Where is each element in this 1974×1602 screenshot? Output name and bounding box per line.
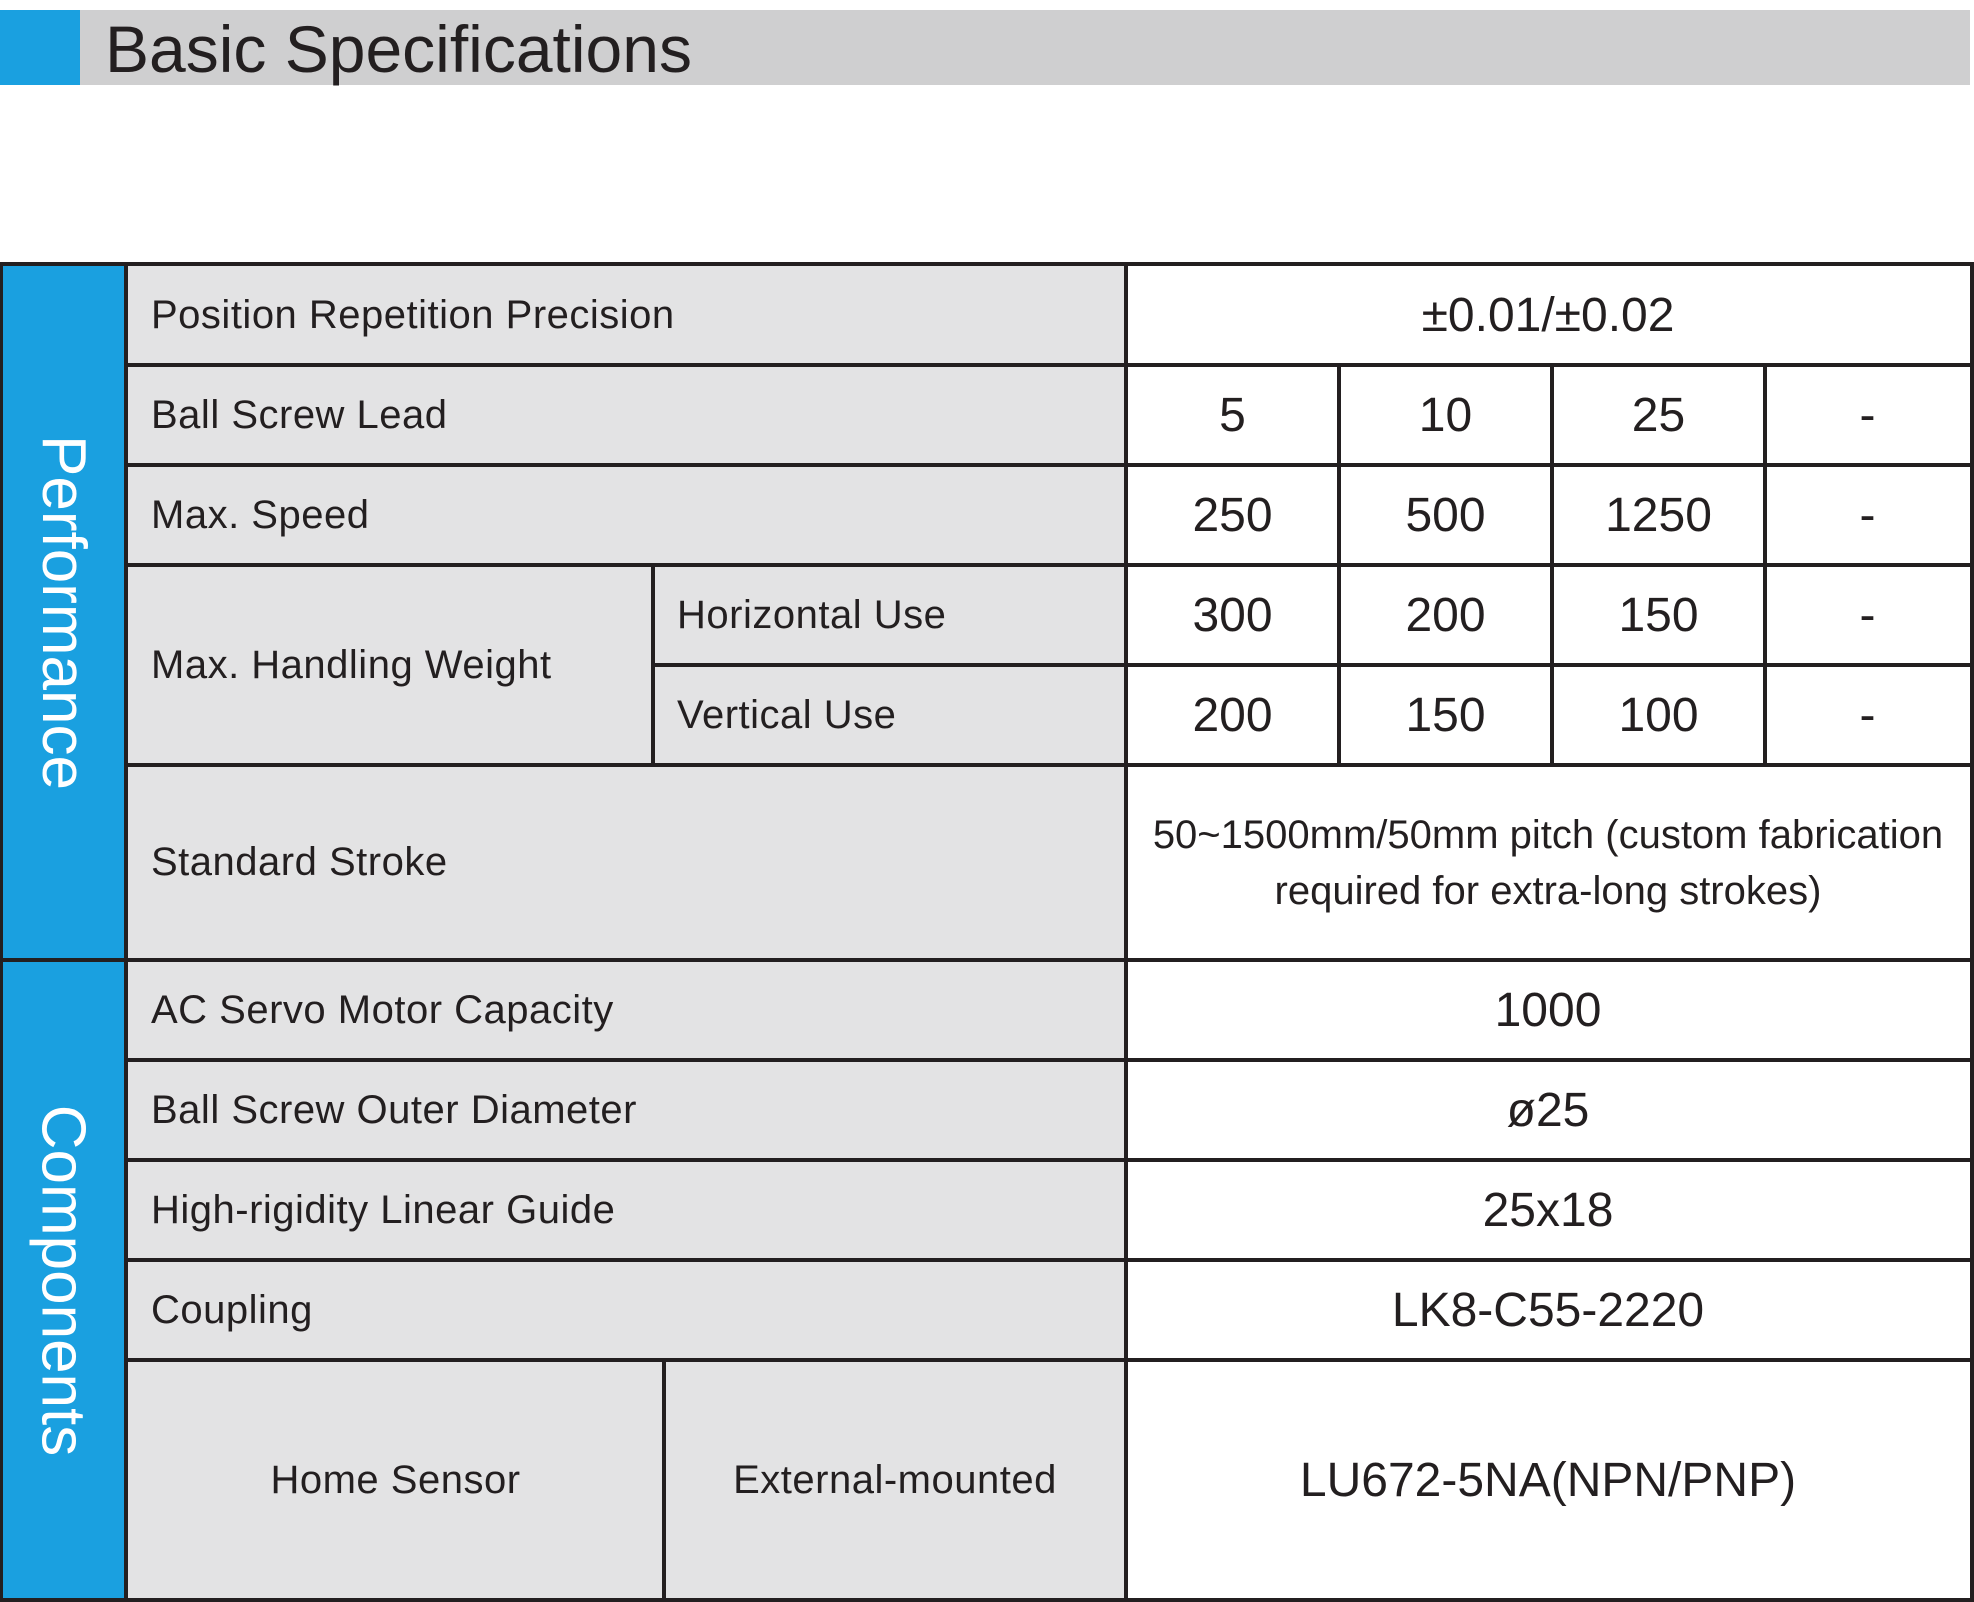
row-line-1 [124, 363, 1974, 367]
value-speed-3: 1250 [1552, 465, 1765, 565]
label-home-sensor: Home Sensor [127, 1360, 664, 1600]
value-linear-guide: 25x18 [1126, 1160, 1970, 1260]
label-ac-servo-motor: AC Servo Motor Capacity [127, 960, 1126, 1060]
label-linear-guide: High-rigidity Linear Guide [127, 1160, 1126, 1260]
value-horizontal-1: 300 [1126, 565, 1339, 665]
section-performance-label: Performance [28, 435, 98, 790]
row-line-7 [124, 1058, 1974, 1062]
value-vertical-2: 150 [1339, 665, 1552, 765]
label-home-sensor-mount: External-mounted [664, 1360, 1126, 1600]
section-components [2, 960, 124, 1600]
row-line-2 [124, 463, 1974, 467]
label-ball-screw-diameter: Ball Screw Outer Diameter [127, 1060, 1126, 1160]
section-performance [2, 265, 124, 960]
value-home-sensor: LU672-5NA(NPN/PNP) [1126, 1360, 1970, 1600]
value-horizontal-4: - [1765, 565, 1970, 665]
value-speed-4: - [1765, 465, 1970, 565]
border-top [0, 262, 1974, 266]
label-max-handling-weight: Max. Handling Weight [127, 565, 653, 765]
value-ball-screw-diameter: ø25 [1126, 1060, 1970, 1160]
label-standard-stroke: Standard Stroke [127, 765, 1126, 960]
row-line-4 [651, 663, 1974, 667]
value-horizontal-2: 200 [1339, 565, 1552, 665]
row-line-10 [124, 1358, 1974, 1362]
value-ac-servo-motor: 1000 [1126, 960, 1970, 1060]
value-coupling: LK8-C55-2220 [1126, 1260, 1970, 1360]
value-lead-3: 25 [1552, 365, 1765, 465]
value-speed-2: 500 [1339, 465, 1552, 565]
section-components-label: Components [28, 1104, 98, 1456]
page-title: Basic Specifications [105, 12, 692, 86]
label-max-speed: Max. Speed [127, 465, 1126, 565]
row-line-9 [124, 1258, 1974, 1262]
value-vertical-3: 100 [1552, 665, 1765, 765]
label-position-precision: Position Repetition Precision [127, 265, 1126, 365]
label-ball-screw-lead: Ball Screw Lead [127, 365, 1126, 465]
divider-home-sensor [662, 1358, 666, 1602]
value-position-precision: ±0.01/±0.02 [1126, 265, 1970, 365]
row-line-5 [124, 763, 1974, 767]
value-speed-1: 250 [1126, 465, 1339, 565]
label-coupling: Coupling [127, 1260, 1126, 1360]
border-left [0, 262, 3, 1602]
value-horizontal-3: 150 [1552, 565, 1765, 665]
row-line-6 [0, 958, 1974, 962]
row-line-8 [124, 1158, 1974, 1162]
value-lead-4: - [1765, 365, 1970, 465]
value-vertical-1: 200 [1126, 665, 1339, 765]
label-horizontal-use: Horizontal Use [653, 565, 1126, 665]
label-vertical-use: Vertical Use [653, 665, 1126, 765]
value-vertical-4: - [1765, 665, 1970, 765]
row-line-3 [124, 563, 1974, 567]
value-lead-2: 10 [1339, 365, 1552, 465]
border-bottom [0, 1598, 1974, 1602]
value-standard-stroke: 50~1500mm/50mm pitch (custom fabrication required for extra-long strokes) [1126, 765, 1970, 960]
value-lead-1: 5 [1126, 365, 1339, 465]
